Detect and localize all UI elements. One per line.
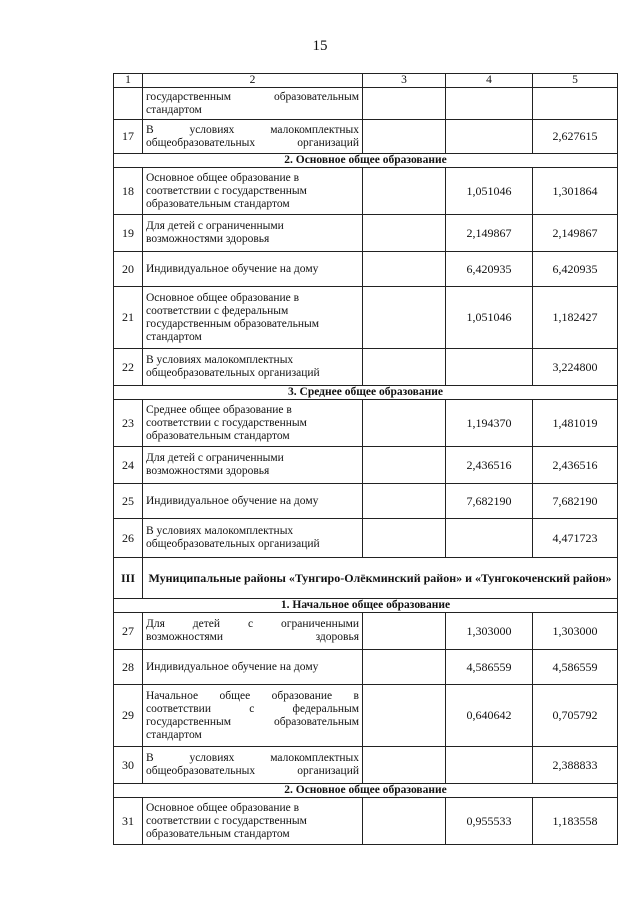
col3-value: [363, 88, 446, 120]
table-row: [114, 798, 618, 845]
section-header-row: [114, 154, 618, 168]
col4-value: 1,051046: [446, 168, 533, 215]
col5-value: 1,303000: [533, 613, 618, 650]
col4-value: 6,420935: [446, 252, 533, 287]
row-number: 25: [114, 484, 143, 519]
col3-value: [363, 650, 446, 685]
row-description: Основное общее образование в соответствии с федеральным государственным образовательным стандартом: [143, 287, 363, 349]
row-description: В условиях малокомплектных общеобразовательных организаций: [143, 120, 363, 154]
table-header-row: [114, 74, 618, 88]
col5-value: 2,388833: [533, 747, 618, 784]
row-number: 23: [114, 400, 143, 447]
col3-value: [363, 685, 446, 747]
col5-value: 1,481019: [533, 400, 618, 447]
row-number: 19: [114, 215, 143, 252]
col3-value: [363, 519, 446, 558]
page-number: 15: [312, 38, 328, 54]
data-table: [113, 73, 618, 845]
col3-value: [363, 798, 446, 845]
col4-value: 1,051046: [446, 287, 533, 349]
col4-value: [446, 747, 533, 784]
col5-value: 1,301864: [533, 168, 618, 215]
col5-value: 4,471723: [533, 519, 618, 558]
col4-value: 1,194370: [446, 400, 533, 447]
col5-value: 2,627615: [533, 120, 618, 154]
col4-value: 0,955533: [446, 798, 533, 845]
row-description: В условиях малокомплектных общеобразовательных организаций: [143, 747, 363, 784]
row-number: 26: [114, 519, 143, 558]
col3-value: [363, 349, 446, 386]
table-row: [114, 747, 618, 784]
section-header-row: [114, 599, 618, 613]
table-row: [114, 88, 618, 120]
section-header-row: [114, 386, 618, 400]
col3-value: [363, 447, 446, 484]
col4-value: 7,682190: [446, 484, 533, 519]
table-row: [114, 287, 618, 349]
col3-value: [363, 287, 446, 349]
col5-value: 3,224800: [533, 349, 618, 386]
region-title: Муниципальные районы «Тунгиро-Олёкминский район» и «Тунгокоченский район»: [143, 558, 618, 599]
section-header-row: [114, 784, 618, 798]
row-description: государственным образовательным стандартом: [143, 88, 363, 120]
col5-value: 2,149867: [533, 215, 618, 252]
row-description: Начальное общее образование в соответствии с федеральным государственным образовательным стандартом: [143, 685, 363, 747]
header-cell: 4: [446, 74, 533, 88]
table-row: [114, 349, 618, 386]
table-row: [114, 168, 618, 215]
row-number: 30: [114, 747, 143, 784]
header-cell: 2: [143, 74, 363, 88]
section-title: 2. Основное общее образование: [114, 154, 618, 168]
region-number: III: [114, 558, 143, 599]
region-header-row: [114, 558, 618, 599]
row-description: В условиях малокомплектных общеобразовательных организаций: [143, 349, 363, 386]
col5-value: 4,586559: [533, 650, 618, 685]
table-row: [114, 519, 618, 558]
row-number: 18: [114, 168, 143, 215]
row-description: В условиях малокомплектных общеобразовательных организаций: [143, 519, 363, 558]
col5-value: [533, 88, 618, 120]
table-row: [114, 400, 618, 447]
section-title: 1. Начальное общее образование: [114, 599, 618, 613]
col5-value: 1,183558: [533, 798, 618, 845]
row-description: Среднее общее образование в соответствии с государственным образовательным стандартом: [143, 400, 363, 447]
table-row: [114, 447, 618, 484]
col4-value: [446, 519, 533, 558]
col3-value: [363, 215, 446, 252]
row-number: 28: [114, 650, 143, 685]
table-row: [114, 120, 618, 154]
col4-value: [446, 120, 533, 154]
col4-value: 2,149867: [446, 215, 533, 252]
row-description: Индивидуальное обучение на дому: [143, 650, 363, 685]
row-number: 29: [114, 685, 143, 747]
col4-value: 2,436516: [446, 447, 533, 484]
section-title: 2. Основное общее образование: [114, 784, 618, 798]
col3-value: [363, 613, 446, 650]
col5-value: 7,682190: [533, 484, 618, 519]
row-description: Индивидуальное обучение на дому: [143, 484, 363, 519]
col3-value: [363, 168, 446, 215]
row-number: [114, 88, 143, 120]
row-description: Для детей с ограниченными возможностями здоровья: [143, 447, 363, 484]
row-number: 27: [114, 613, 143, 650]
header-cell: 1: [114, 74, 143, 88]
col3-value: [363, 747, 446, 784]
col3-value: [363, 120, 446, 154]
col4-value: 1,303000: [446, 613, 533, 650]
row-number: 21: [114, 287, 143, 349]
col5-value: 0,705792: [533, 685, 618, 747]
row-description: Для детей с ограниченными возможностями здоровья: [143, 613, 363, 650]
row-description: Основное общее образование в соответствии с государственным образовательным стандартом: [143, 798, 363, 845]
row-number: 31: [114, 798, 143, 845]
section-title: 3. Среднее общее образование: [114, 386, 618, 400]
row-description: Индивидуальное обучение на дому: [143, 252, 363, 287]
col4-value: [446, 88, 533, 120]
table-row: [114, 650, 618, 685]
row-number: 22: [114, 349, 143, 386]
row-number: 17: [114, 120, 143, 154]
row-description: Основное общее образование в соответствии с государственным образовательным стандартом: [143, 168, 363, 215]
row-number: 24: [114, 447, 143, 484]
header-cell: 5: [533, 74, 618, 88]
table-row: [114, 252, 618, 287]
col4-value: 4,586559: [446, 650, 533, 685]
header-cell: 3: [363, 74, 446, 88]
col5-value: 6,420935: [533, 252, 618, 287]
table-row: [114, 215, 618, 252]
row-number: 20: [114, 252, 143, 287]
col3-value: [363, 400, 446, 447]
col3-value: [363, 484, 446, 519]
col3-value: [363, 252, 446, 287]
col4-value: 0,640642: [446, 685, 533, 747]
col5-value: 1,182427: [533, 287, 618, 349]
table-row: [114, 685, 618, 747]
row-description: Для детей с ограниченными возможностями здоровья: [143, 215, 363, 252]
table-row: [114, 484, 618, 519]
table-row: [114, 613, 618, 650]
col4-value: [446, 349, 533, 386]
col5-value: 2,436516: [533, 447, 618, 484]
